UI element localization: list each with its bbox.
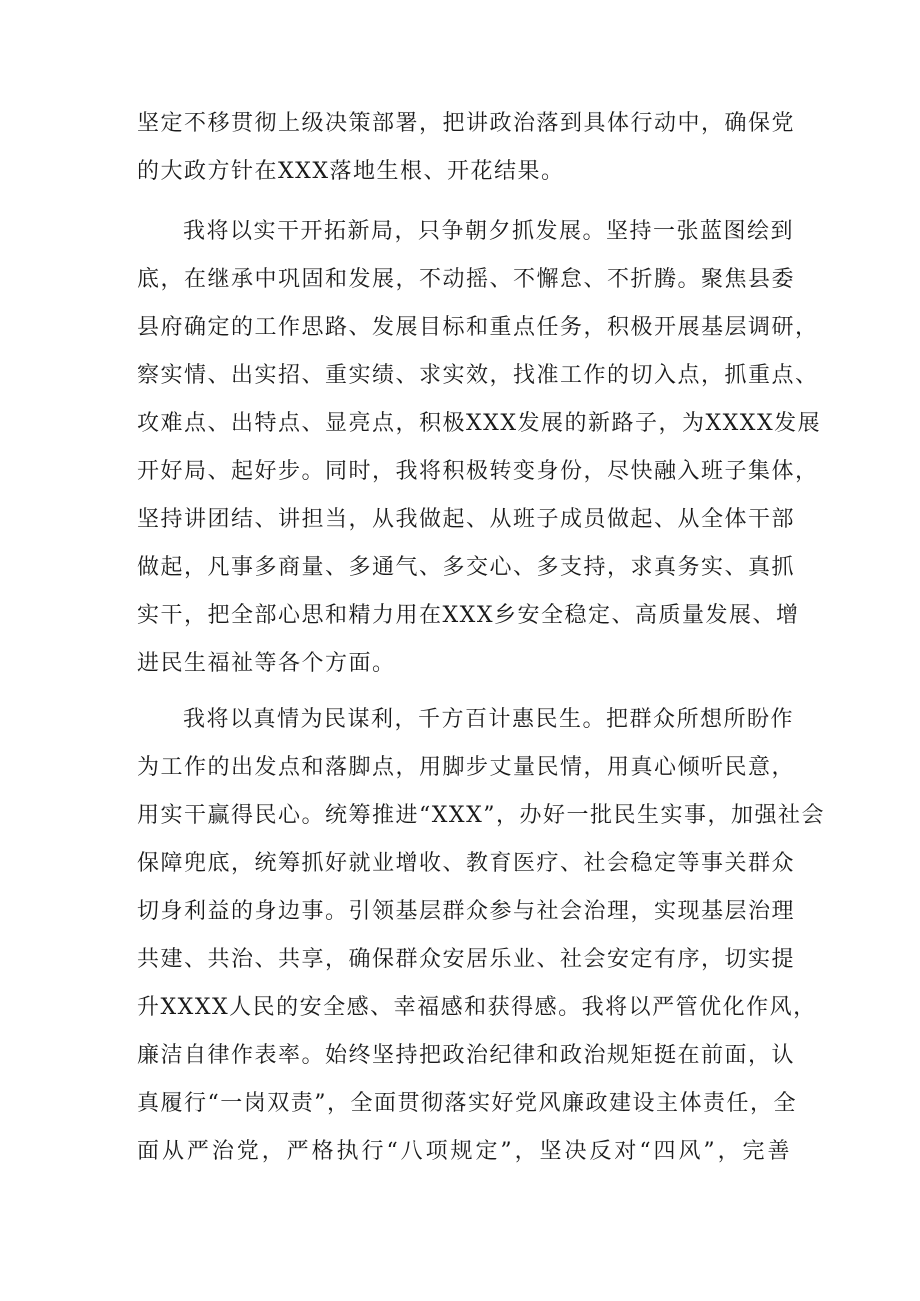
text-line: 县府确定的工作思路、发展目标和重点任务，积极开展基层调研，: [137, 315, 819, 340]
text-line: 真履行“一岗双责”，全面贯彻落实好党风廉政建设主体责任，全: [137, 1091, 797, 1116]
text-line: 保障兜底，统筹抓好就业增收、教育医疗、社会稳定等事关群众: [137, 851, 796, 876]
text-line: 攻难点、出特点、显亮点，积极XXX发展的新路子，为XXXX发展: [137, 411, 822, 436]
text-line: 用实干赢得民心。统筹推进“XXX”，办好一批民生实事，加强社会: [137, 803, 825, 828]
text-line: 做起，凡事多商量、多通气、多交心、多支持，求真务实、真抓: [137, 555, 796, 580]
paragraph-first-line: 我将以实干开拓新局，只争朝夕抓发展。坚持一张蓝图绘到: [183, 219, 795, 244]
text-line: 升XXXX人民的安全感、幸福感和获得感。我将以严管优化作风，: [137, 995, 817, 1020]
text-line: 的大政方针在XXX落地生根、开花结果。: [137, 159, 565, 184]
text-line: 坚定不移贯彻上级决策部署，把讲政治落到具体行动中，确保党: [137, 111, 796, 136]
text-line: 坚持讲团结、讲担当，从我做起、从班子成员做起、从全体干部: [137, 507, 796, 532]
text-line: 面从严治党，严格执行“八项规定”，坚决反对“四风”，完善: [137, 1139, 791, 1164]
text-line: 切身利益的身边事。引领基层群众参与社会治理，实现基层治理: [137, 899, 796, 924]
text-line: 为工作的出发点和落脚点，用脚步丈量民情，用真心倾听民意，: [137, 755, 796, 780]
text-line: 共建、共治、共享，确保群众安居乐业、社会安定有序，切实提: [137, 947, 796, 972]
text-line: 实干，把全部心思和精力用在XXX乡安全稳定、高质量发展、增: [137, 603, 800, 628]
text-line: 廉洁自律作表率。始终坚持把政治纪律和政治规矩挺在前面，认: [137, 1043, 796, 1068]
text-line: 进民生福祉等各个方面。: [137, 651, 396, 676]
text-line: 开好局、起好步。同时，我将积极转变身份，尽快融入班子集体，: [137, 459, 819, 484]
text-line: 察实情、出实招、重实绩、求实效，找准工作的切入点，抓重点、: [137, 363, 819, 388]
text-line: 底，在继承中巩固和发展，不动摇、不懈怠、不折腾。聚焦县委: [137, 267, 796, 292]
paragraph-first-line: 我将以真情为民谋利，千方百计惠民生。把群众所想所盼作: [183, 707, 795, 732]
